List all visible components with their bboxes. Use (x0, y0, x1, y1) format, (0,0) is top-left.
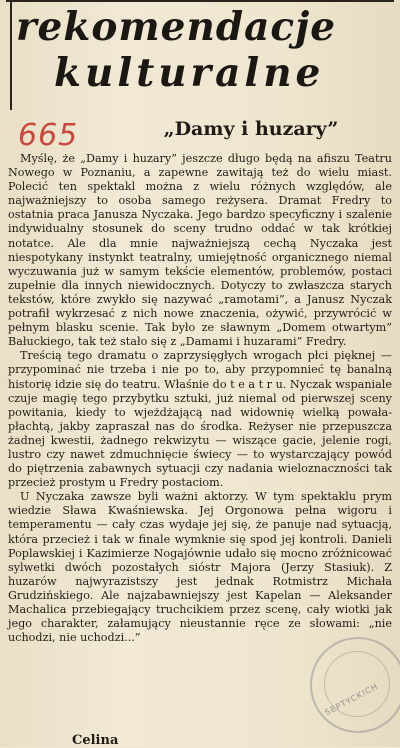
archive-stamp-text: SEPTYCKICH (323, 681, 380, 718)
handwritten-archive-number: 665 (18, 118, 79, 153)
article-body (8, 152, 392, 645)
top-rule (6, 0, 394, 2)
article-paragraph-3: U Nyczaka zawsze byli ważni aktorzy. W tym spektaklu prym wiedzie Sława Kwaśniewska. Jej Orgonowa pełna wigoru i temperamentu — cały czas wydaje jej się, że panuje nad sytuacją, która przecież i tak w finale wymknie się spod jej kontroli. Danieli Poplawskiej i Kazimierze Nogajównie udało się mocno zróżnicować sylwetki dwóch pozostałych sióstr Majora (Jerzy Stasiuk). Z huzarów najwyrazistszy jest jednak Rotmistrz Michała Grudzińskiego. Ale najzabawniejszy jest Kapelan — Aleksander Machalica przebiegający truchcikiem przez scenę, cały wiotki jak jego charakter, załamujący nieustannie ręce ze słowami: „nie uchodzi, nie uchodzi...” (8, 490, 392, 645)
article-paragraph-1: Myślę, że „Damy i huzary” jeszcze długo będą na afiszu Teatru Nowego w Poznaniu, a zapewne zawitają też do wielu miast. Polecić ten spektakl można z wielu różnych względów, ale najważniejszy to osoba samego reżysera. Dramat Fredry to ostatnia praca Janusza Nyczaka. Jego bardzo specyficzny i szalenie indywidualny stosunek do sceny trudno oddać w tak krótkiej notatce. Ale dla mnie najważniejszą cechą Nyczaka jest niespotykany instynkt teatralny, umiejętność organicznego niemal wyczuwania już w samym tekście elementów, problemów, postaci zupełnie dla innych niewidocznych. Dotyczy to zwłaszcza starych tekstów, które zwykło się nazywać „ramotami”, a Janusz Nyczak potrafił wykrzesać z nich nowe znaczenia, ożywić, przywrócić w pełnym blasku scenie. Tak było ze sławnym „Domem otwartym” Bałuckiego, tak też stało się z „Damami i huzarami” Fredry. (8, 152, 392, 349)
masthead-line-2: kulturalne (54, 50, 325, 96)
left-rule (10, 0, 12, 110)
cut-off-signature: Celina (72, 733, 119, 748)
article-title: „Damy i huzary” (163, 118, 339, 140)
article-paragraph-2: Treścią tego dramatu o zaprzysięgłych wrogach płci pięknej — przypominać nie trzeba i nie po to, aby przypomnieć tę banalną historię idzie się do teatru. Właśnie do t e a t r u. Nyczak wspaniale czuje magię tego przybytku sztuki, już niemal od pierwszej sceny powitania, kiedy to wjeżdżającą nad widownię wielką powała-płachtą, jakby zapraszał nas do środka. Reżyser nie przepuszcza żadnej kwestii, żadnego rekwizytu — wiszące gacie, jelenie rogi, lustro czy nawet zdmuchnięcie świecy — to wystarczający powód do piętrzenia zabawnych sytuacji czy nadania wieloznaczności tak przecież prostym u Fredry postaciom. (8, 349, 392, 490)
section-masthead (16, 4, 394, 96)
masthead-line-1: rekomendacje (16, 4, 337, 50)
archive-stamp (310, 637, 400, 733)
